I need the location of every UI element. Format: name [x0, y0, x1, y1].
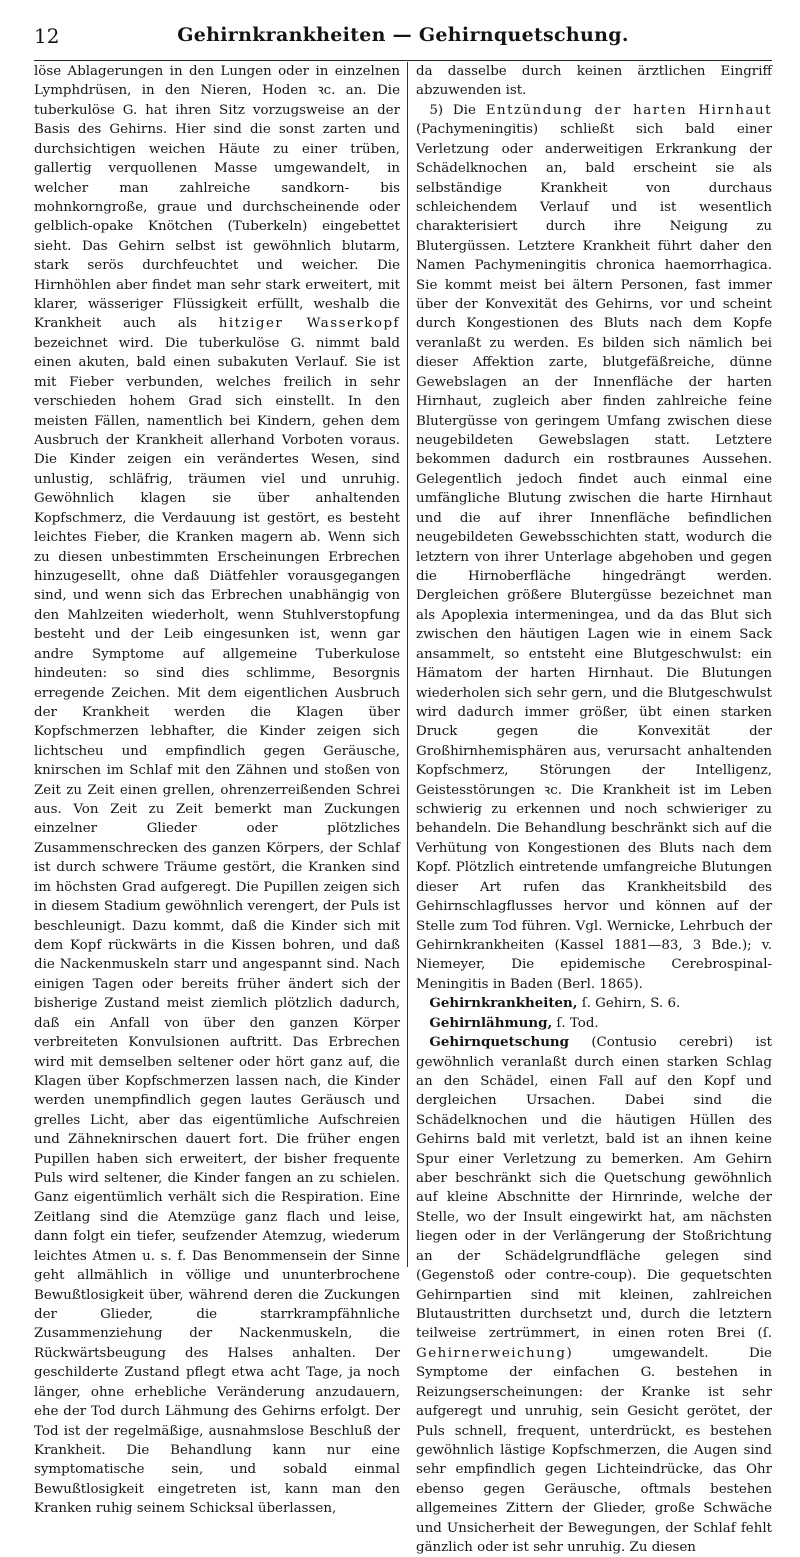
body-text: ) umgewandelt. Die Symptome der einfachen G. bestehen in Reizungserscheinungen: der Kranke ist sehr aufgeregt und unruhig, sein Gesicht gerötet, der Puls schnell, frequent, unterdrückt, es bestehen gewöhnlich lästige Kopfschmerzen, die Augen sind sehr empfindlich gegen Lichteindrücke, das Ohr ebenso gegen Geräusche, oftmals bestehen allgemeines Zittern der Glieder, große Schwäche und Unsicherheit der Bewegungen, der Schlaf fehlt gänzlich oder ist sehr unruhig. Zu diesen	[416, 1345, 772, 1556]
page-header	[34, 14, 772, 54]
body-text: (Pachymeningitis) schließt sich bald einer Verletzung oder anderweitigen Erkrankung der Schädelknochen an, bald erscheint sie als selbständige Krankheit von durchaus schleichendem Verlauf und ist wesentlich charakterisiert durch ihre Neigung zu Blutergüssen. Letztere Krankheit führt daher den Namen Pachymeningitis chronica haemorrhagica. Sie kommt meist bei ältern Personen, fast immer über der Konvexität des Gehirns, vor und scheint durch Kongestionen des Bluts nach dem Kopfe veranlaßt zu werden. Es bilden sich nämlich bei dieser Affektion zarte, blutgefäßreiche, dünne Gewebslagen an der Innenfläche der harten Hirnhaut, zugleich aber finden zahlreiche feine Blutergüsse von geringem Umfang zwischen diese neugebildeten Gewebslagen statt. Letztere bekommen dadurch ein rostbraunes Aussehen. Gelegentlich jedoch findet auch einmal eine umfängliche Blutung zwischen die harte Hirnhaut und die auf ihrer Innenfläche befindlichen neugebildeten Gewebsschichten statt, wodurch die letztern von ihrer Unterlage abgehoben und gegen die Hirnoberfläche hingedrängt werden. Dergleichen größere Blutergüsse bezeichnet man als Apoplexia intermeningea, und da das Blut sich zwischen den häutigen Lagen wie in einem Sack ansammelt, so entsteht eine Blutgeschwulst: ein Hämatom der harten Hirnhaut. Die Blutungen wiederholen sich sehr gern, und die Blutgeschwulst wird dadurch immer größer, übt einen starken Druck gegen die Konvexität der Großhirnhemisphären aus, verursacht anhaltenden Kopfschmerz, Störungen der Intelligenz, Geistesstörungen ꝛc. Die Krankheit ist im Leben schwierig zu erkennen und noch schwieriger zu behandeln. Die Behandlung beschränkt sich auf die Verhütung von Kongestionen des Bluts nach dem Kopf. Plötzlich eintretende umfangreiche Blutungen dieser Art rufen das Krankheitsbild des Gehirnschlagflusses hervor und können auf der Stelle zum Tod führen. Vgl. Wernicke, Lehrbuch der Gehirnkrankheiten (Kassel 1881—83, 3 Bde.); v. Niemeyer, Die epidemische Cerebrospinal-Meningitis in Baden (Berl. 1865).	[416, 122, 772, 992]
body-text: löse Ablagerungen in den Lungen oder in einzelnen Lymphdrüsen, in den Nieren, Hoden ꝛc. an. Die tuberkulöse G. hat ihren Sitz vorzugsweise an der Basis des Gehirns. Hier sind die sonst zarten und durchsichtigen weichen Häute zu einer trüben, gallertig verquollenen Masse umgewandelt, in welcher man zahlreiche sandkorn- bis mohnkorngroße, graue und durchscheinende oder gelblich-opake Knötchen (Tuberkeln) eingebettet sieht. Das Gehirn selbst ist gewöhnlich blutarm, stark serös durchfeuchtet und weicher. Die Hirnhöhlen aber findet man sehr stark erweitert, mit klarer, wässeriger Flüssigkeit erfüllt, weshalb die Krankheit auch als	[34, 64, 400, 332]
entry-headword: Gehirnkrankheiten,	[429, 995, 578, 1012]
cross-reference: ſ. Tod.	[556, 1015, 599, 1031]
emphasis-term: hitziger Wasserkopf	[218, 316, 400, 332]
dictionary-entry	[416, 1014, 772, 1033]
dictionary-entry	[416, 994, 772, 1013]
left-column	[34, 62, 400, 1517]
cross-reference: ſ. Gehirn, S. 6.	[581, 996, 681, 1012]
body-text: bezeichnet wird. Die tuberkulöse G. nimmt bald einen akuten, bald einen subakuten Verlauf. Sie ist mit Fieber verbunden, welches freilich in sehr verschieden hohem Grad sich einstellt. In den meisten Fällen, namentlich bei Kindern, gehen dem Ausbruch der Krankheit allerhand Vorboten voraus. Die Kinder zeigen ein verändertes Wesen, sind unlustig, schläfrig, träumen viel und unruhig. Gewöhnlich klagen sie über anhaltenden Kopfschmerz, die Verdauung ist gestört, es besteht leichtes Fieber, die Kranken magern ab. Wenn sich zu diesen unbestimmten Erscheinungen Erbrechen hinzugesellt, ohne daß Diätfehler vorausgegangen sind, und wenn sich das Erbrechen unabhängig von den Mahlzeiten wiederholt, wenn Stuhlverstopfung besteht und der Leib eingesunken ist, wenn gar andre Symptome auf allgemeine Tuberkulose hindeuten: so sind dies schlimme, Besorgnis erregende Zeichen. Mit dem eigentlichen Ausbruch der Krankheit werden die Klagen über Kopfschmerzen lebhafter, die Kinder zeigen sich lichtscheu und empfindlich gegen Geräusche, knirschen im Schlaf mit den Zähnen und stoßen von Zeit zu Zeit einen grellen, ohrenzerreißenden Schrei aus. Von Zeit zu Zeit bemerkt man Zuckungen einzelner Glieder oder plötzliches Zusammenschrecken des ganzen Körpers, der Schlaf ist durch schwere Träume gestört, die Kranken sind im höchsten Grad aufgeregt. Die Pupillen zeigen sich in diesem Stadium gewöhnlich verengert, der Puls ist beschleunigt. Dazu kommt, daß die Kinder sich mit dem Kopf rückwärts in die Kissen bohren, und daß die Nackenmuskeln starr und angespannt sind. Nach einigen Tagen oder bereits früher ändert sich der bisherige Zustand meist ziemlich plötzlich dadurch, daß ein Anfall von über den ganzen Körper verbreiteten Konvulsionen auftritt. Das Erbrechen wird mit demselben seltener oder hört ganz auf, die Klagen über Kopfschmerzen lassen nach, die Kinder werden unempfindlich gegen lautes Geräusch und grelles Licht, aber das eigentümliche Aufschreien und Zähneknirschen dauert fort. Die früher engen Pupillen haben sich erweitert, der bisher frequente Puls wird seltener, die Kinder fangen an zu schielen. Ganz eigentümlich verhält sich die Respiration. Eine Zeitlang sind die Atemzüge ganz flach und leise, dann folgt ein tiefer, seufzender Atemzug, wiederum leichtes Atmen u. s. f. Das Benommensein der Sinne geht allmählich in völlige und ununterbrochene Bewußtlosigkeit über, während deren die Zuckungen der Glieder, die starrkrampfähnliche Zusammenziehung der Nackenmuskeln, die Rückwärtsbeugung des Halses anhalten. Der geschilderte Zustand pflegt etwa acht Tage, ja noch länger, ohne erhebliche Veränderung anzudauern, ehe der Tod durch Lähmung des Gehirns erfolgt. Der Tod ist der regelmäßige, ausnahmslose Beschluß der Krankheit. Die Behandlung kann nur eine symptomatische sein, und sobald einmal Bewußtlosigkeit eingetreten ist, kann man den Kranken ruhig seinem Schicksal überlassen,	[34, 335, 400, 1517]
dictionary-entry	[416, 1033, 772, 1557]
right-column	[416, 62, 772, 1556]
paragraph	[416, 62, 772, 101]
entry-headword: Gehirnlähmung,	[429, 1014, 553, 1031]
header-rule	[34, 60, 772, 61]
paragraph	[34, 62, 400, 1519]
body-text: da dasselbe durch keinen ärztlichen Eingriff abzuwenden ist.	[416, 64, 772, 99]
list-number: 5) Die	[429, 102, 476, 118]
page-number: 12	[34, 24, 60, 48]
running-title: Gehirnkrankheiten — Gehirnquetschung.	[177, 24, 629, 46]
body-text: (Contusio cerebri) ist gewöhnlich veranlaßt durch einen starken Schlag an den Schädel, einen Fall auf den Kopf und dergleichen Ursachen. Dabei sind die Schädelknochen und die häutigen Hüllen des Gehirns bald mit verletzt, bald ist an ihnen keine Spur einer Verletzung zu bemerken. Am Gehirn aber beschränkt sich die Quetschung gewöhnlich auf kleine Abschnitte der Hirnrinde, welche der Stelle, wo der Insult eingewirkt hat, am nächsten liegen oder in der Verlängerung der Stoßrichtung an der Schädelgrundfläche gelegen sind (Gegenstoß oder contre-coup). Die gequetschten Gehirnpartien sind mit kleinen, zahlreichen Blutaustritten durchsetzt und, durch die letztern teilweise zertrümmert, in einen roten Brei (ſ.	[416, 1035, 772, 1342]
entry-headword: Gehirnquetschung	[429, 1034, 570, 1051]
emphasis-term: Entzündung der harten Hirnhaut	[485, 102, 772, 118]
cross-reference: Gehirnerweichung	[416, 1345, 567, 1361]
column-divider	[407, 62, 408, 1267]
paragraph	[416, 101, 772, 994]
